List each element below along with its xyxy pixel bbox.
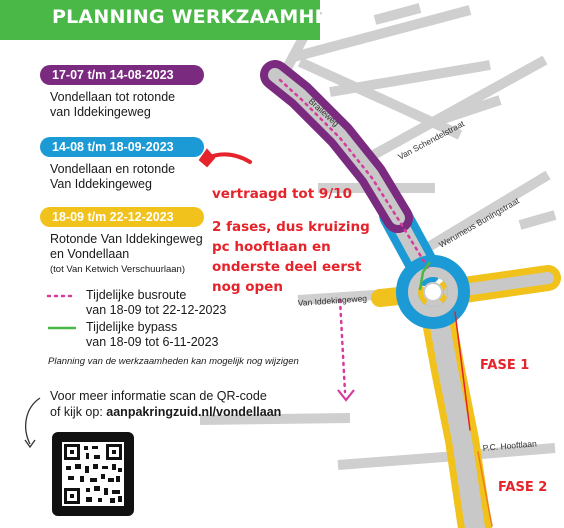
pink-dotted-arrow — [338, 300, 354, 400]
street-label-pc-hooftlaan: P.C. Hooftlaan — [482, 438, 538, 453]
street-label-braileweg: Braileweg — [306, 96, 342, 129]
annotation-fase-2: FASE 2 — [498, 480, 548, 495]
phase-3-line1: Rotonde Van Iddekingeweg — [50, 232, 203, 246]
qr-pointer-arrow — [26, 398, 40, 444]
annotation-fases-4: nog open — [212, 279, 283, 295]
phase-badge-3: 18-09 t/m 22-12-2023 — [40, 207, 204, 227]
info-url-link[interactable]: aanpakringzuid.nl/vondellaan — [106, 405, 282, 419]
phase-1-line1: Vondellaan tot rotonde — [50, 90, 176, 104]
red-scribble-line — [210, 154, 250, 162]
phase-2-line1: Vondellaan en rotonde — [50, 162, 176, 176]
phase-1-line2: van Iddekingeweg — [50, 105, 151, 119]
phase-3-line3: (tot Van Ketwich Verschuurlaan) — [50, 264, 186, 275]
info-prefix: of kijk op: — [50, 405, 107, 419]
annotation-fases-2: pc hooftlaan en — [212, 239, 331, 255]
qr-code — [52, 432, 134, 516]
phase-badge-2: 14-08 t/m 18-09-2023 — [40, 137, 204, 157]
legend-busroute-dates: van 18-09 tot 22-12-2023 — [86, 303, 227, 317]
street-label-van-iddekingeweg: Van Iddekingeweg — [297, 293, 368, 308]
phase-badge-1: 17-07 t/m 14-08-2023 — [40, 65, 204, 85]
legend-busroute-label: Tijdelijke busroute — [86, 288, 187, 302]
legend-bypass-dates: van 18-09 tot 6-11-2023 — [86, 335, 219, 349]
planning-note: Planning van de werkzaamheden kan mogelijk nog wijzigen — [48, 356, 299, 367]
page-title: PLANNING WERKZAAMHEDEN — [52, 6, 374, 28]
info-line-1: Voor meer informatie scan de QR-code — [50, 389, 267, 403]
annotation-delayed: vertraagd tot 9/10 — [212, 186, 352, 202]
info-line-2 — [50, 405, 281, 420]
phase-3-line2: en Vondellaan — [50, 247, 130, 261]
street-label-werumeus-buningstraat: Werumeus Buningstraat — [437, 195, 521, 250]
annotation-fases-3: onderste deel eerst — [212, 259, 362, 275]
legend-bypass-label: Tijdelijke bypass — [86, 320, 178, 334]
annotation-fase-1: FASE 1 — [480, 358, 530, 373]
street-label-van-schendelstraat: Van Schendelstraat — [396, 118, 466, 162]
annotation-fases-1: 2 fases, dus kruizing — [212, 219, 370, 235]
phase-2-line2: Van Iddekingeweg — [50, 177, 152, 191]
